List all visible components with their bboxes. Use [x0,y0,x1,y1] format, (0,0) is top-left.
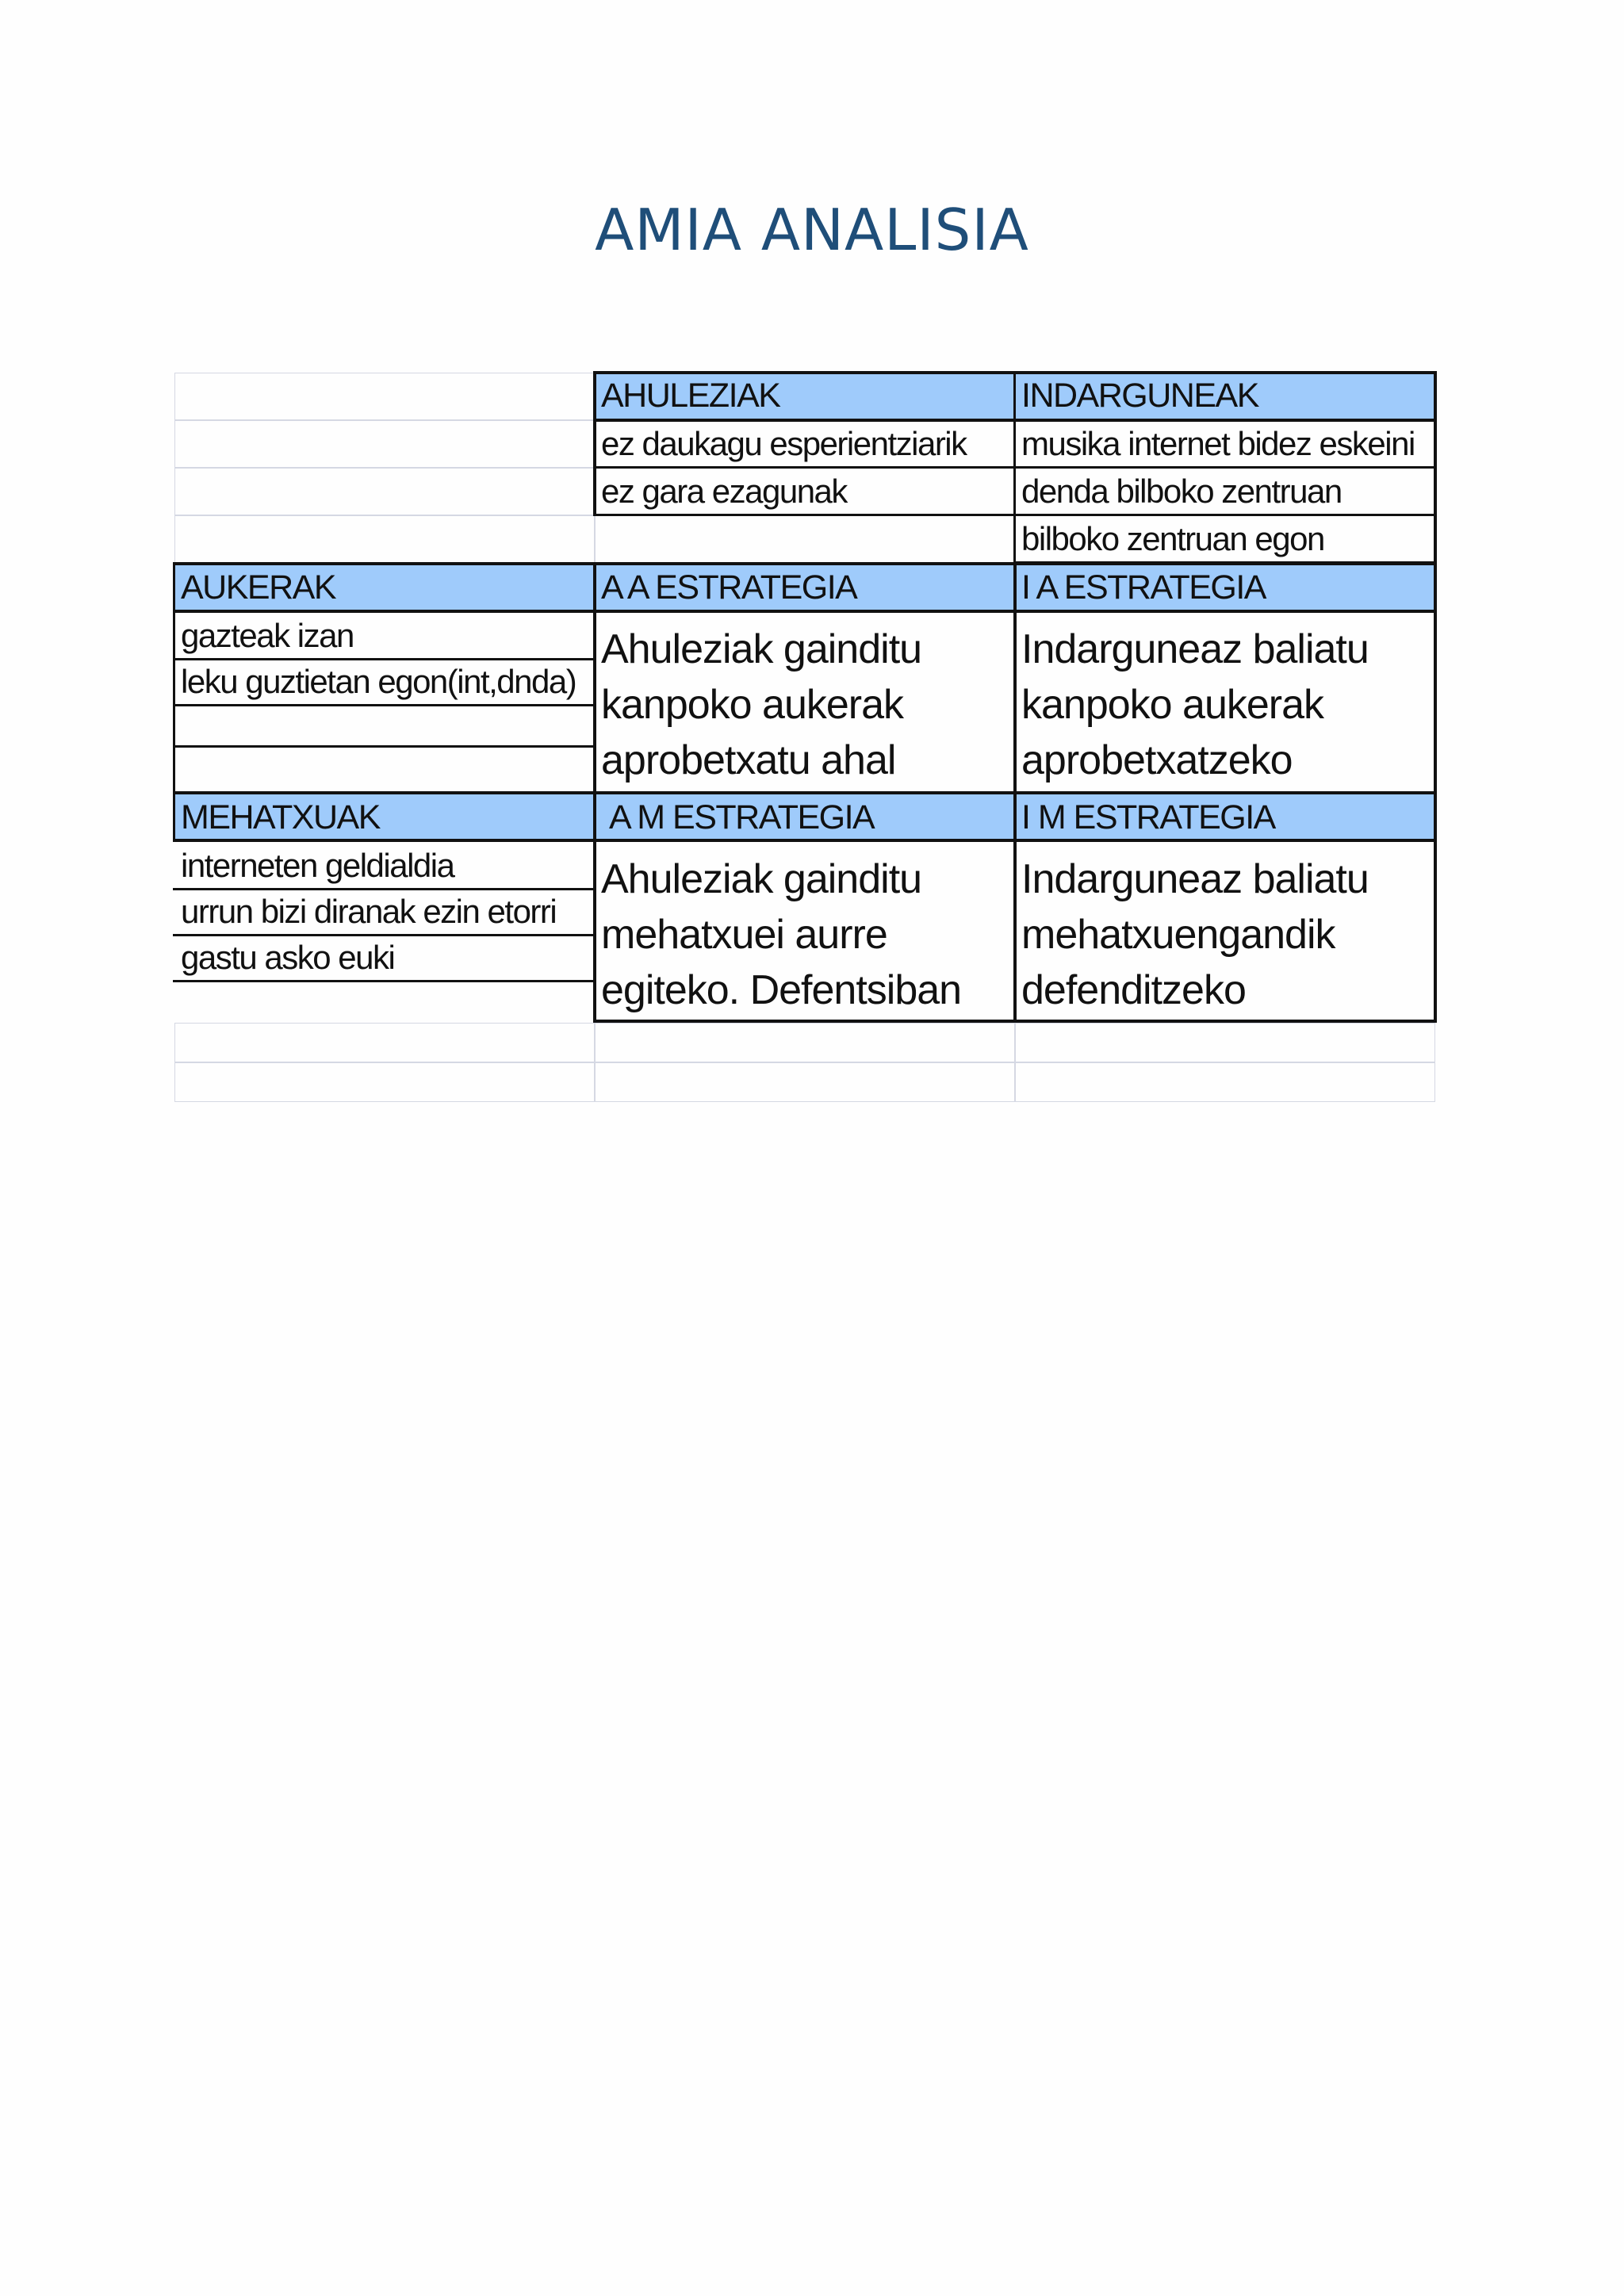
ia-strategy-header: I A ESTRATEGIA [1015,564,1435,610]
am-strategy-header: A M ESTRATEGIA [595,794,1015,840]
border-line [593,371,596,515]
border-line [593,562,596,1023]
border-line [1434,371,1437,563]
weakness-item: ez gara ezagunak [601,473,847,510]
threat-item: urrun bizi diranak ezin etorri [181,893,557,930]
weakness-item: ez daukagu esperientziarik [601,425,967,462]
empty-cell [174,420,595,468]
page-title: AMIA ANALISIA [595,197,1029,263]
border-line [1434,562,1437,1023]
border-line [173,934,595,936]
threats-header: MEHATXUAK [174,794,595,840]
empty-cell [174,468,595,515]
border-line [173,658,595,660]
border-line [173,562,1437,565]
opportunity-item: gazteak izan [181,617,354,654]
border-line [1013,371,1016,563]
empty-cell [595,1023,1015,1062]
empty-cell [595,1062,1015,1102]
weaknesses-header: AHULEZIAK [595,373,1015,420]
im-strategy-header: I M ESTRATEGIA [1015,794,1435,840]
ia-strategy-text: Indarguneaz baliatu kanpoko aukerak aprobetxatzeko [1021,626,1369,783]
border-line [173,980,595,982]
border-line [1015,514,1437,516]
empty-cell [1015,1062,1435,1102]
aa-strategy-text: Ahuleziak gainditu kanpoko aukerak aprobetxatu ahal [601,626,922,783]
empty-cell [174,1062,595,1102]
border-line [173,745,595,748]
aa-strategy-header: A A ESTRATEGIA [595,564,1015,610]
border-line [593,514,1015,516]
strength-item: denda bilboko zentruan [1021,473,1342,510]
border-line [173,888,595,890]
border-line [173,794,175,842]
strength-item: musika internet bidez eskeini [1021,425,1415,462]
opportunities-header: AUKERAK [174,564,595,610]
border-line [173,610,1437,613]
empty-cell [174,515,595,563]
border-line [173,704,595,706]
strengths-header: INDARGUNEAK [1015,373,1435,420]
empty-cell [1015,1023,1435,1062]
empty-cell [174,1023,595,1062]
im-strategy-text: Indarguneaz baliatu mehatxuengandik defenditzeko [1021,856,1369,1013]
threat-item: interneten geldialdia [181,847,454,884]
border-line [173,791,1437,794]
border-line [173,562,175,794]
threat-item: gastu asko euki [181,939,395,976]
opportunity-item: leku guztietan egon(int,dnda) [181,663,576,700]
empty-cell [174,373,595,420]
strength-item: bilboko zentruan egon [1021,520,1324,557]
empty-cell [595,515,1015,563]
border-line [1013,562,1017,1023]
am-strategy-text: Ahuleziak gainditu mehatxuei aurre egiteko. Defentsiban [601,856,962,1013]
border-line [173,839,1437,842]
